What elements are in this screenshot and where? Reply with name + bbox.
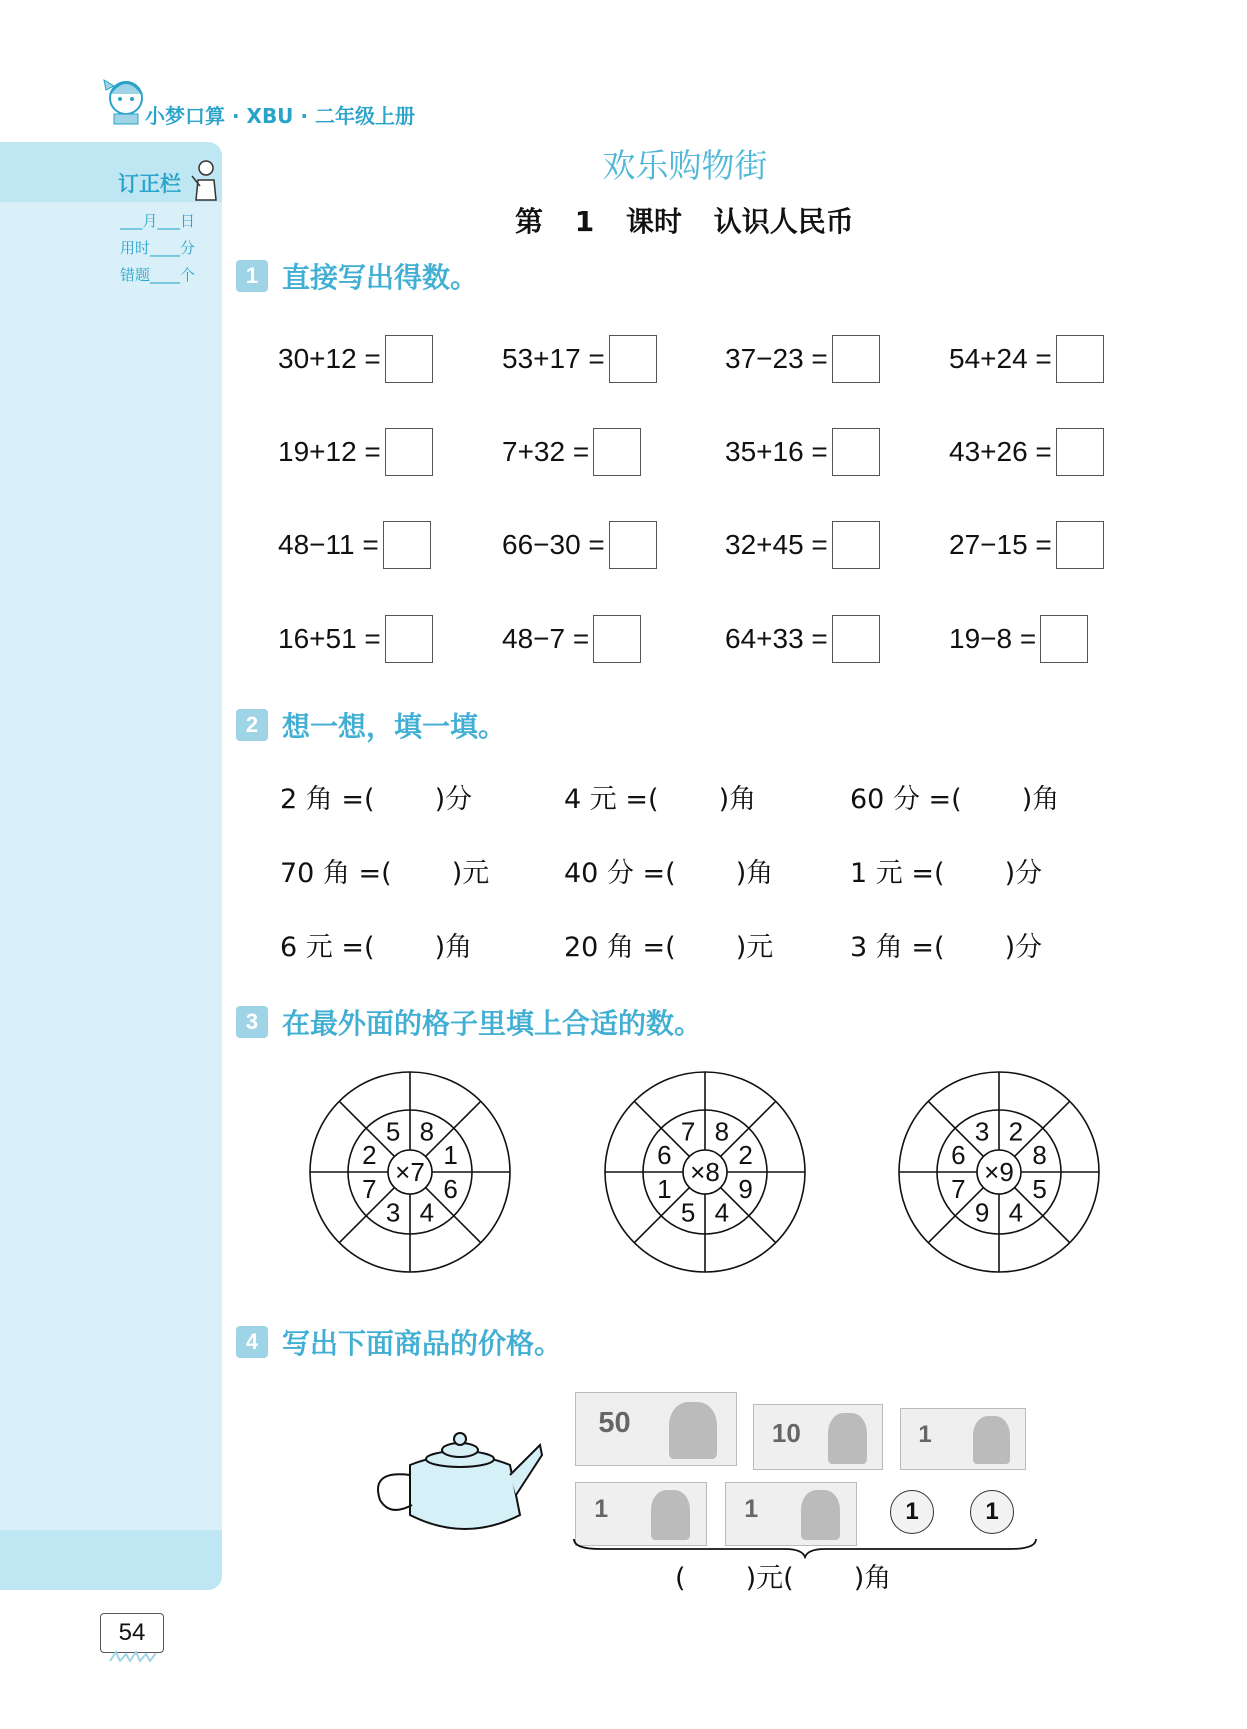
section-4-title [236, 1322, 562, 1362]
outer-answer-cell[interactable] [724, 1085, 748, 1109]
portrait-icon [828, 1413, 866, 1464]
wheel-number: 6 [951, 1140, 966, 1171]
grass-decoration-icon [108, 1650, 158, 1662]
portrait-icon [669, 1402, 717, 1460]
equation-item [278, 521, 431, 569]
teapot-icon [370, 1425, 550, 1545]
answer-box[interactable] [1056, 428, 1104, 476]
wheel-number: 3 [974, 1116, 990, 1147]
outer-answer-cell[interactable] [662, 1085, 686, 1109]
outer-answer-cell[interactable] [367, 1085, 391, 1109]
answer-box[interactable] [609, 335, 657, 383]
equation-text: 7+32 = [502, 436, 590, 467]
banknote-image [900, 1408, 1026, 1470]
conversion-item[interactable]: 2 角 =( )分 [280, 784, 473, 815]
equation-text: 19+12 = [278, 436, 381, 467]
equation-text: 37−23 = [725, 343, 828, 374]
sidebar-date-line[interactable]: ___月___日 [120, 212, 196, 230]
equation-text: 64+33 = [725, 623, 828, 654]
wheel-number: 6 [657, 1140, 672, 1171]
conversion-item[interactable]: 1 元 =( )分 [850, 858, 1043, 889]
answer-box[interactable] [385, 615, 433, 663]
equation-item [502, 428, 641, 476]
sidebar-time-line[interactable]: 用时____分 [120, 239, 196, 257]
banknote-value: 50 [598, 1407, 631, 1440]
wheel-center-operator: ×7 [395, 1157, 425, 1187]
wheel-number: 1 [443, 1140, 458, 1171]
banknote-value: 1 [594, 1495, 609, 1524]
equation-text: 48−7 = [502, 623, 590, 654]
equation-item [502, 521, 657, 569]
answer-box[interactable] [609, 521, 657, 569]
wheel-center-operator: ×8 [690, 1157, 720, 1187]
answer-box[interactable] [1040, 615, 1088, 663]
sidebar-title: 订正栏 [118, 172, 181, 196]
section-heading: 在最外面的格子里填上合适的数。 [282, 1007, 703, 1040]
equation-text: 53+17 = [502, 343, 605, 374]
multiplication-wheel [897, 1070, 1101, 1274]
outer-answer-cell[interactable] [618, 1129, 642, 1153]
outer-answer-cell[interactable] [367, 1235, 391, 1259]
equation-item [725, 428, 880, 476]
wheel-number: 2 [1008, 1116, 1024, 1147]
equation-item [278, 335, 433, 383]
answer-box[interactable] [593, 615, 641, 663]
outer-answer-cell[interactable] [323, 1191, 347, 1215]
outer-answer-cell[interactable] [662, 1235, 686, 1259]
outer-answer-cell[interactable] [429, 1085, 453, 1109]
wheel-number: 5 [680, 1197, 696, 1228]
section-heading: 想一想，填一填。 [282, 710, 507, 743]
equation-text: 35+16 = [725, 436, 828, 467]
outer-answer-cell[interactable] [473, 1129, 497, 1153]
section-1-title [236, 256, 478, 296]
equation-text: 16+51 = [278, 623, 381, 654]
banknote-image [753, 1404, 883, 1470]
answer-box[interactable] [832, 335, 880, 383]
section-2-title [236, 705, 506, 745]
equation-item [725, 335, 880, 383]
equation-item [949, 335, 1104, 383]
outer-answer-cell[interactable] [768, 1129, 792, 1153]
equation-item [949, 615, 1088, 663]
wheel-number: 8 [714, 1116, 730, 1147]
outer-answer-cell[interactable] [1062, 1129, 1086, 1153]
conversion-item[interactable]: 6 元 =( )角 [280, 932, 473, 963]
banknote-value: 10 [771, 1417, 801, 1448]
equation-text: 32+45 = [725, 529, 828, 560]
answer-box[interactable] [385, 428, 433, 476]
equation-item [949, 428, 1104, 476]
book-header: 小梦口算 · XBU · 二年级上册 [145, 104, 415, 128]
section-number: 1 [236, 260, 268, 292]
banknote-image [575, 1392, 737, 1466]
equation-item [502, 615, 641, 663]
outer-answer-cell[interactable] [912, 1129, 936, 1153]
answer-box[interactable] [832, 615, 880, 663]
outer-answer-cell[interactable] [429, 1235, 453, 1259]
wheel-number: 2 [362, 1140, 377, 1171]
outer-answer-cell[interactable] [618, 1191, 642, 1215]
banknote-value: 1 [744, 1495, 759, 1524]
equation-item [502, 335, 657, 383]
wheel-number: 7 [362, 1173, 377, 1204]
outer-answer-cell[interactable] [323, 1129, 347, 1153]
conversion-item[interactable]: 60 分 =( )角 [850, 784, 1060, 815]
outer-answer-cell[interactable] [1062, 1191, 1086, 1215]
equation-text: 27−15 = [949, 529, 1052, 560]
equation-text: 48−11 = [278, 529, 379, 560]
outer-answer-cell[interactable] [956, 1235, 980, 1259]
wheel-number: 9 [738, 1173, 753, 1204]
conversion-item[interactable]: 20 角 =( )元 [564, 932, 774, 963]
outer-answer-cell[interactable] [724, 1235, 748, 1259]
coin-image: 1 [970, 1490, 1014, 1534]
outer-answer-cell[interactable] [912, 1191, 936, 1215]
wheel-number: 4 [1008, 1197, 1024, 1228]
answer-box[interactable] [385, 335, 433, 383]
section-heading: 直接写出得数。 [282, 261, 479, 294]
answer-box[interactable] [832, 521, 880, 569]
answer-box[interactable] [1056, 521, 1104, 569]
portrait-icon [801, 1490, 840, 1540]
wheel-center-operator: ×9 [984, 1157, 1014, 1187]
coin-image: 1 [890, 1490, 934, 1534]
section-number: 2 [236, 709, 268, 741]
outer-answer-cell[interactable] [956, 1085, 980, 1109]
conversion-item[interactable]: 70 角 =( )元 [280, 858, 490, 889]
wheel-number: 6 [443, 1173, 458, 1204]
portrait-icon [651, 1490, 690, 1540]
equation-text: 54+24 = [949, 343, 1052, 374]
sidebar-footer-band [0, 1530, 222, 1590]
multiplication-wheel [308, 1070, 512, 1274]
page-number: 54 [100, 1613, 164, 1653]
equation-text: 66−30 = [502, 529, 605, 560]
price-answer[interactable]: ( )元( )角 [675, 1563, 892, 1594]
correction-sidebar [0, 142, 222, 1589]
equation-item [949, 521, 1104, 569]
section-3-title [236, 1002, 702, 1042]
equation-text: 19−8 = [949, 623, 1037, 654]
wheel-number: 8 [419, 1116, 435, 1147]
unit-title: 欢乐购物街 [602, 146, 768, 185]
wheel-number: 8 [1032, 1140, 1047, 1171]
mascot-girl-icon [100, 68, 148, 126]
sidebar-errors-line[interactable]: 错题____个 [120, 266, 196, 284]
lesson-title: 第 1 课时 认识人民币 [515, 205, 854, 238]
section-number: 4 [236, 1326, 268, 1358]
banknote-value: 1 [918, 1421, 932, 1448]
equation-text: 43+26 = [949, 436, 1052, 467]
equation-item [278, 615, 433, 663]
outer-answer-cell[interactable] [1018, 1085, 1042, 1109]
wheel-number: 5 [385, 1116, 401, 1147]
outer-answer-cell[interactable] [473, 1191, 497, 1215]
section-number: 3 [236, 1006, 268, 1038]
equation-item [725, 521, 880, 569]
outer-answer-cell[interactable] [768, 1191, 792, 1215]
equation-item [725, 615, 880, 663]
wheel-number: 4 [419, 1197, 435, 1228]
wheel-number: 3 [385, 1197, 401, 1228]
wheel-number: 9 [974, 1197, 990, 1228]
section-heading: 写出下面商品的价格。 [282, 1327, 563, 1360]
conversion-item[interactable]: 3 角 =( )分 [850, 932, 1043, 963]
wheel-number: 1 [657, 1173, 672, 1204]
equation-text: 30+12 = [278, 343, 381, 374]
wheel-number: 5 [1032, 1173, 1047, 1204]
wheel-number: 7 [680, 1116, 696, 1147]
portrait-icon [973, 1416, 1010, 1464]
conversion-item[interactable]: 40 分 =( )角 [564, 858, 774, 889]
wheel-number: 7 [951, 1173, 966, 1204]
answer-box[interactable] [383, 521, 431, 569]
wheel-number: 4 [714, 1197, 730, 1228]
equation-item [278, 428, 433, 476]
multiplication-wheel [603, 1070, 807, 1274]
outer-answer-cell[interactable] [1018, 1235, 1042, 1259]
conversion-item[interactable]: 4 元 =( )角 [564, 784, 757, 815]
answer-box[interactable] [832, 428, 880, 476]
answer-box[interactable] [1056, 335, 1104, 383]
answer-box[interactable] [593, 428, 641, 476]
wheel-number: 2 [738, 1140, 753, 1171]
